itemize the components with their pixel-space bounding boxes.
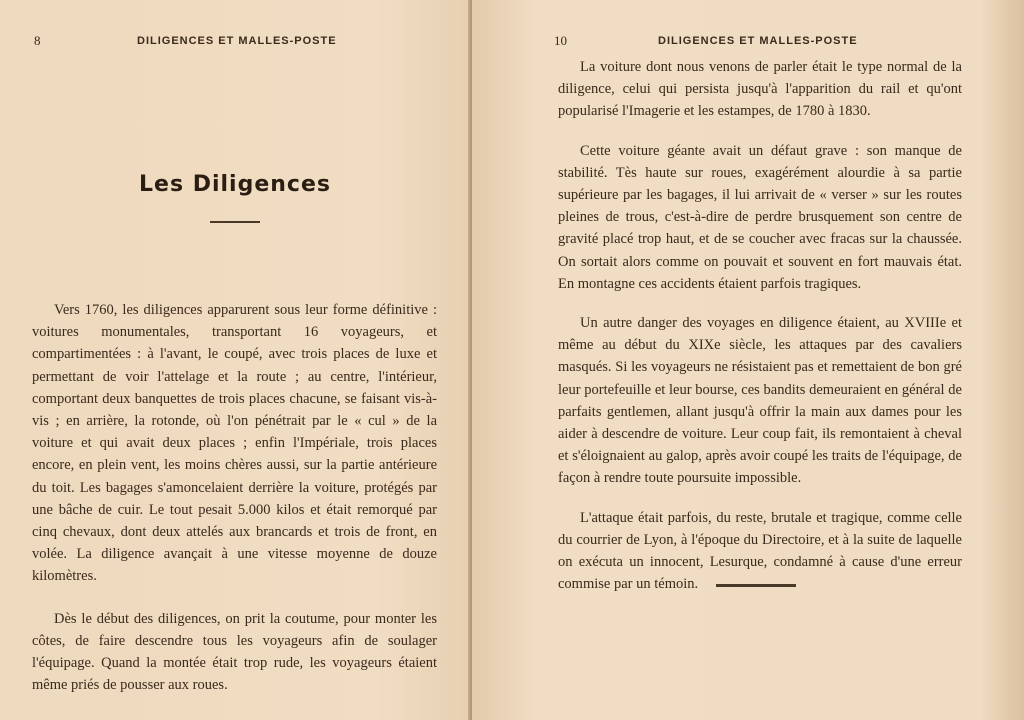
title-rule bbox=[210, 221, 260, 223]
right-body-text bbox=[558, 56, 962, 612]
paragraph: Vers 1760, les diligences apparurent sous leur forme définitive : voitures monumentales, transportant 16 voyageurs, et compartimentées : à l'avant, le coupé, avec trois places de luxe et permettant de voir l'attelage et la route ; au centre, l'intérieur, comportant deux banquettes de trois places chacune, se faisant vis-à-vis ; en arrière, la rotonde, où l'on pénétrait par le « cul » de la voiture et qui avait deux places ; enfin l'Impériale, trois places encore, en plein vent, les moins chères aussi, sur la partie antérieure du toit. Les bagages s'amoncelaient derrière la voiture, protégés par une bâche de cuir. Le tout pesait 5.000 kilos et était remorqué par cinq chevaux, dont deux attelés aux brancards et trois de front, en volée. La diligence avançait à une vitesse moyenne de douze kilomètres. bbox=[32, 302, 437, 585]
running-title: DILIGENCES ET MALLES-POSTE bbox=[137, 35, 337, 47]
paragraph: L'attaque était parfois, du reste, brutale et tragique, comme celle du courrier de Lyon, à l'époque du Directoire, et à la suite de laquelle on exécuta un innocent, Lesurque, condamné à cause d'une erreur commise par un témoin. bbox=[558, 509, 962, 593]
chapter-title: Les Diligences bbox=[139, 172, 331, 197]
running-title: DILIGENCES ET MALLES-POSTE bbox=[658, 35, 858, 47]
paragraph: Un autre danger des voyages en diligence étaient, au XVIIIe et même au début du XIXe siècle, les attaques par des cavaliers masqués. Si les voyageurs ne résistaient pas et remettaient de bon gré leur portefeuille et leur bourse, ces bandits demeuraient en général de parfaits gentlemen, allant jusqu'à offrir la main aux dames pour les aider à descendre de voiture. Leur coup fait, ils remontaient à cheval et s'éloignaient au galop, après avoir coupé les traits de l'équipage, de façon à rendre toute poursuite impossible. bbox=[558, 315, 962, 487]
end-rule bbox=[716, 584, 796, 587]
left-body-text bbox=[32, 299, 437, 716]
page-number: 8 bbox=[34, 33, 41, 48]
paragraph: La voiture dont nous venons de parler était le type normal de la diligence, celui qui persista jusqu'à l'apparition du rail et qu'ont popularisé l'Imagerie et les estampes, de 1780 à 1830. bbox=[558, 59, 962, 120]
paragraph: Dès le début des diligences, on prit la coutume, pour monter les côtes, de faire descendre tous les voyageurs afin de soulager l'équipage. Quand la montée était trop rude, les voyageurs étaient même priés de pousser aux roues. bbox=[32, 610, 437, 694]
left-page bbox=[0, 0, 472, 720]
page-number: 10 bbox=[554, 33, 567, 48]
paragraph: Cette voiture géante avait un défaut grave : son manque de stabilité. Tès haute sur roues, exagérément alourdie à sa partie supérieure par les bagages, il lui arrivait de « verser » sur les routes pleines de trous, c'est-à-dire de perdre brusquement son centre de gravité placé trop haut, et de se coucher avec fracas sur la chaussée. On sortait alors comme on pouvait et souvent en fort mauvais état. En montagne ces accidents étaient parfois tragiques. bbox=[558, 142, 962, 292]
